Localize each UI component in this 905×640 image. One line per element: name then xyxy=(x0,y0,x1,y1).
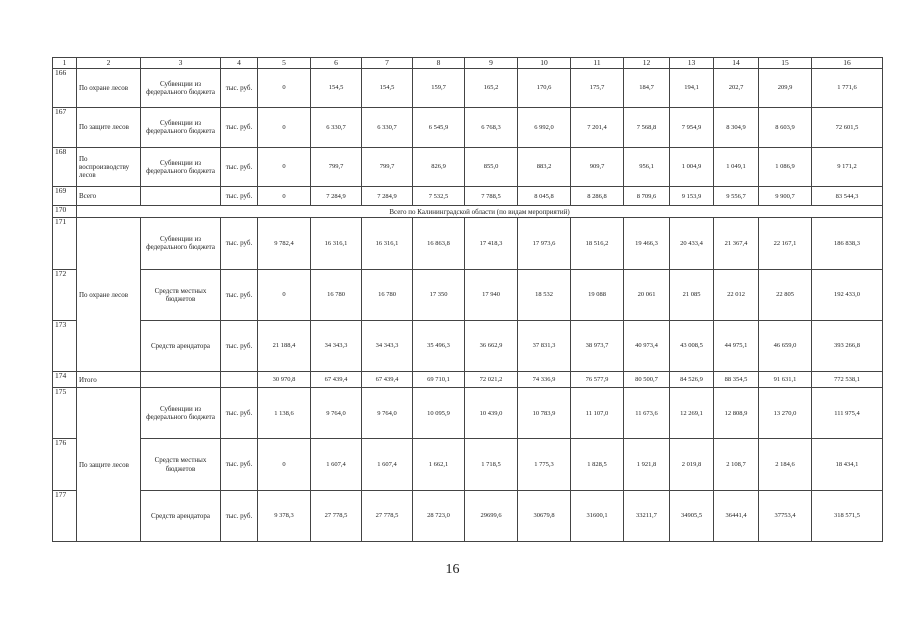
table-row xyxy=(53,68,883,108)
value-cell: 16 863,8 xyxy=(413,218,465,269)
value-cell: 7 201,4 xyxy=(571,108,624,148)
value-cell: 186 838,3 xyxy=(812,218,883,269)
value-cell: 33211,7 xyxy=(624,490,670,541)
value-cell: 16 316,1 xyxy=(311,218,362,269)
value-cell: 10 439,0 xyxy=(465,388,518,439)
value-cell: 8 286,8 xyxy=(571,187,624,206)
value-cell: 1 662,1 xyxy=(413,439,465,490)
header-cell: 11 xyxy=(571,58,624,69)
funding-source: Субвенции из федерального бюджета xyxy=(141,218,221,269)
value-cell: 0 xyxy=(258,269,311,320)
table-row xyxy=(53,147,883,187)
value-cell: 29699,6 xyxy=(465,490,518,541)
value-cell: 80 500,7 xyxy=(624,372,670,388)
value-cell: 27 778,5 xyxy=(362,490,413,541)
header-cell: 8 xyxy=(413,58,465,69)
value-cell: 18 532 xyxy=(518,269,571,320)
funding-source xyxy=(141,187,221,206)
value-cell: 1 607,4 xyxy=(311,439,362,490)
value-cell: 18 516,2 xyxy=(571,218,624,269)
value-cell: 44 975,1 xyxy=(714,320,759,371)
value-cell: 7 284,9 xyxy=(311,187,362,206)
table-row xyxy=(53,108,883,148)
value-cell: 1 771,6 xyxy=(812,68,883,108)
unit-cell: тыс. руб. xyxy=(221,320,258,371)
funding-source xyxy=(141,372,221,388)
activity-name: По защите лесов xyxy=(77,388,141,542)
value-cell: 72 021,2 xyxy=(465,372,518,388)
header-cell: 13 xyxy=(670,58,714,69)
header-cell: 10 xyxy=(518,58,571,69)
value-cell: 22 805 xyxy=(759,269,812,320)
unit-cell xyxy=(221,372,258,388)
activity-name: Всего xyxy=(77,187,141,206)
data-table xyxy=(52,57,883,542)
value-cell: 393 266,8 xyxy=(812,320,883,371)
unit-cell: тыс. руб. xyxy=(221,218,258,269)
value-cell: 46 659,0 xyxy=(759,320,812,371)
activity-name: По защите лесов xyxy=(77,108,141,148)
value-cell: 16 780 xyxy=(311,269,362,320)
value-cell: 7 284,9 xyxy=(362,187,413,206)
value-cell: 826,9 xyxy=(413,147,465,187)
value-cell: 27 778,5 xyxy=(311,490,362,541)
value-cell: 8 603,9 xyxy=(759,108,812,148)
section-title: Всего по Калининградской области (по видам мероприятий) xyxy=(77,206,883,218)
unit-cell: тыс. руб. xyxy=(221,388,258,439)
row-number: 167 xyxy=(53,108,77,148)
value-cell: 111 975,4 xyxy=(812,388,883,439)
value-cell: 7 532,5 xyxy=(413,187,465,206)
value-cell: 1 138,6 xyxy=(258,388,311,439)
value-cell: 9 171,2 xyxy=(812,147,883,187)
value-cell: 9 764,0 xyxy=(362,388,413,439)
value-cell: 17 418,3 xyxy=(465,218,518,269)
value-cell: 17 973,6 xyxy=(518,218,571,269)
value-cell: 1 718,5 xyxy=(465,439,518,490)
unit-cell: тыс. руб. xyxy=(221,439,258,490)
value-cell: 37 831,3 xyxy=(518,320,571,371)
value-cell: 21 188,4 xyxy=(258,320,311,371)
value-cell: 69 710,1 xyxy=(413,372,465,388)
value-cell: 159,7 xyxy=(413,68,465,108)
value-cell: 7 788,5 xyxy=(465,187,518,206)
row-number: 175 xyxy=(53,388,77,439)
header-cell: 6 xyxy=(311,58,362,69)
value-cell: 0 xyxy=(258,439,311,490)
header-row xyxy=(53,58,883,69)
value-cell: 40 973,4 xyxy=(624,320,670,371)
row-number: 171 xyxy=(53,218,77,269)
value-cell: 19 466,3 xyxy=(624,218,670,269)
row-number: 168 xyxy=(53,147,77,187)
value-cell: 34 343,3 xyxy=(311,320,362,371)
value-cell: 1 086,9 xyxy=(759,147,812,187)
funding-source: Средств арендатора xyxy=(141,320,221,371)
value-cell: 209,9 xyxy=(759,68,812,108)
value-cell: 192 433,0 xyxy=(812,269,883,320)
row-number: 169 xyxy=(53,187,77,206)
row-number: 173 xyxy=(53,320,77,371)
value-cell: 17 940 xyxy=(465,269,518,320)
value-cell: 84 526,9 xyxy=(670,372,714,388)
value-cell: 1 049,1 xyxy=(714,147,759,187)
value-cell: 6 992,0 xyxy=(518,108,571,148)
value-cell: 10 783,9 xyxy=(518,388,571,439)
value-cell: 16 780 xyxy=(362,269,413,320)
table-row xyxy=(53,269,883,320)
value-cell: 74 336,9 xyxy=(518,372,571,388)
value-cell: 34905,5 xyxy=(670,490,714,541)
value-cell: 36 662,9 xyxy=(465,320,518,371)
value-cell: 1 775,3 xyxy=(518,439,571,490)
value-cell: 9 764,0 xyxy=(311,388,362,439)
value-cell: 2 184,6 xyxy=(759,439,812,490)
value-cell: 772 538,1 xyxy=(812,372,883,388)
funding-source: Субвенции из федерального бюджета xyxy=(141,147,221,187)
value-cell: 8 045,8 xyxy=(518,187,571,206)
value-cell: 0 xyxy=(258,108,311,148)
value-cell: 154,5 xyxy=(311,68,362,108)
value-cell: 67 439,4 xyxy=(362,372,413,388)
value-cell: 1 004,9 xyxy=(670,147,714,187)
unit-cell: тыс. руб. xyxy=(221,187,258,206)
value-cell: 10 095,9 xyxy=(413,388,465,439)
value-cell: 31600,1 xyxy=(571,490,624,541)
value-cell: 11 673,6 xyxy=(624,388,670,439)
value-cell: 17 350 xyxy=(413,269,465,320)
value-cell: 9 782,4 xyxy=(258,218,311,269)
unit-cell: тыс. руб. xyxy=(221,269,258,320)
activity-name: По охране лесов xyxy=(77,218,141,372)
header-cell: 3 xyxy=(141,58,221,69)
value-cell: 21 367,4 xyxy=(714,218,759,269)
value-cell: 76 577,9 xyxy=(571,372,624,388)
value-cell: 799,7 xyxy=(311,147,362,187)
value-cell: 30679,8 xyxy=(518,490,571,541)
value-cell: 175,7 xyxy=(571,68,624,108)
value-cell: 0 xyxy=(258,147,311,187)
funding-source: Субвенции из федерального бюджета xyxy=(141,388,221,439)
value-cell: 20 061 xyxy=(624,269,670,320)
funding-source: Средств местных бюджетов xyxy=(141,439,221,490)
value-cell: 799,7 xyxy=(362,147,413,187)
value-cell: 30 970,8 xyxy=(258,372,311,388)
funding-source: Субвенции из федерального бюджета xyxy=(141,108,221,148)
funding-source: Средств местных бюджетов xyxy=(141,269,221,320)
value-cell: 35 496,3 xyxy=(413,320,465,371)
value-cell: 88 354,5 xyxy=(714,372,759,388)
table-row xyxy=(53,187,883,206)
value-cell: 1 607,4 xyxy=(362,439,413,490)
value-cell: 83 544,3 xyxy=(812,187,883,206)
value-cell: 22 012 xyxy=(714,269,759,320)
header-cell: 4 xyxy=(221,58,258,69)
unit-cell: тыс. руб. xyxy=(221,68,258,108)
value-cell: 883,2 xyxy=(518,147,571,187)
value-cell: 21 085 xyxy=(670,269,714,320)
value-cell: 18 434,1 xyxy=(812,439,883,490)
table-row xyxy=(53,320,883,371)
value-cell: 8 304,9 xyxy=(714,108,759,148)
value-cell: 67 439,4 xyxy=(311,372,362,388)
unit-cell: тыс. руб. xyxy=(221,147,258,187)
activity-name: По воспроизводству лесов xyxy=(77,147,141,187)
value-cell: 1 828,5 xyxy=(571,439,624,490)
value-cell: 0 xyxy=(258,187,311,206)
value-cell: 956,1 xyxy=(624,147,670,187)
value-cell: 36441,4 xyxy=(714,490,759,541)
value-cell: 170,6 xyxy=(518,68,571,108)
header-cell: 1 xyxy=(53,58,77,69)
table-row xyxy=(53,372,883,388)
value-cell: 13 270,0 xyxy=(759,388,812,439)
value-cell: 6 330,7 xyxy=(311,108,362,148)
value-cell: 20 433,4 xyxy=(670,218,714,269)
value-cell: 37753,4 xyxy=(759,490,812,541)
row-number: 174 xyxy=(53,372,77,388)
table-row xyxy=(53,439,883,490)
value-cell: 6 545,9 xyxy=(413,108,465,148)
row-number: 166 xyxy=(53,68,77,108)
value-cell: 9 153,9 xyxy=(670,187,714,206)
value-cell: 12 269,1 xyxy=(670,388,714,439)
value-cell: 165,2 xyxy=(465,68,518,108)
value-cell: 22 167,1 xyxy=(759,218,812,269)
funding-source: Субвенции из федерального бюджета xyxy=(141,68,221,108)
value-cell: 34 343,3 xyxy=(362,320,413,371)
value-cell: 2 019,8 xyxy=(670,439,714,490)
value-cell: 9 556,7 xyxy=(714,187,759,206)
header-cell: 12 xyxy=(624,58,670,69)
table-row xyxy=(53,388,883,439)
row-number: 177 xyxy=(53,490,77,541)
value-cell: 11 107,0 xyxy=(571,388,624,439)
value-cell: 38 973,7 xyxy=(571,320,624,371)
value-cell: 8 709,6 xyxy=(624,187,670,206)
value-cell: 9 900,7 xyxy=(759,187,812,206)
value-cell: 184,7 xyxy=(624,68,670,108)
row-number: 172 xyxy=(53,269,77,320)
value-cell: 7 954,9 xyxy=(670,108,714,148)
activity-name: Итого xyxy=(77,372,141,388)
value-cell: 855,0 xyxy=(465,147,518,187)
header-cell: 5 xyxy=(258,58,311,69)
page-number: 16 xyxy=(445,562,460,577)
funding-source: Средств арендатора xyxy=(141,490,221,541)
unit-cell: тыс. руб. xyxy=(221,490,258,541)
table-row xyxy=(53,490,883,541)
value-cell: 28 723,0 xyxy=(413,490,465,541)
table-row xyxy=(53,206,883,218)
value-cell: 154,5 xyxy=(362,68,413,108)
value-cell: 9 378,3 xyxy=(258,490,311,541)
table-row xyxy=(53,218,883,269)
header-cell: 14 xyxy=(714,58,759,69)
value-cell: 72 601,5 xyxy=(812,108,883,148)
header-cell: 16 xyxy=(812,58,883,69)
value-cell: 12 808,9 xyxy=(714,388,759,439)
value-cell: 194,1 xyxy=(670,68,714,108)
header-cell: 9 xyxy=(465,58,518,69)
value-cell: 318 571,5 xyxy=(812,490,883,541)
value-cell: 202,7 xyxy=(714,68,759,108)
value-cell: 16 316,1 xyxy=(362,218,413,269)
value-cell: 91 631,1 xyxy=(759,372,812,388)
value-cell: 1 921,8 xyxy=(624,439,670,490)
value-cell: 6 768,3 xyxy=(465,108,518,148)
value-cell: 0 xyxy=(258,68,311,108)
value-cell: 19 088 xyxy=(571,269,624,320)
header-cell: 7 xyxy=(362,58,413,69)
value-cell: 7 568,8 xyxy=(624,108,670,148)
header-cell: 2 xyxy=(77,58,141,69)
value-cell: 909,7 xyxy=(571,147,624,187)
row-number: 176 xyxy=(53,439,77,490)
activity-name: По охране лесов xyxy=(77,68,141,108)
header-cell: 15 xyxy=(759,58,812,69)
value-cell: 2 108,7 xyxy=(714,439,759,490)
value-cell: 6 330,7 xyxy=(362,108,413,148)
unit-cell: тыс. руб. xyxy=(221,108,258,148)
value-cell: 43 008,5 xyxy=(670,320,714,371)
row-number: 170 xyxy=(53,206,77,218)
